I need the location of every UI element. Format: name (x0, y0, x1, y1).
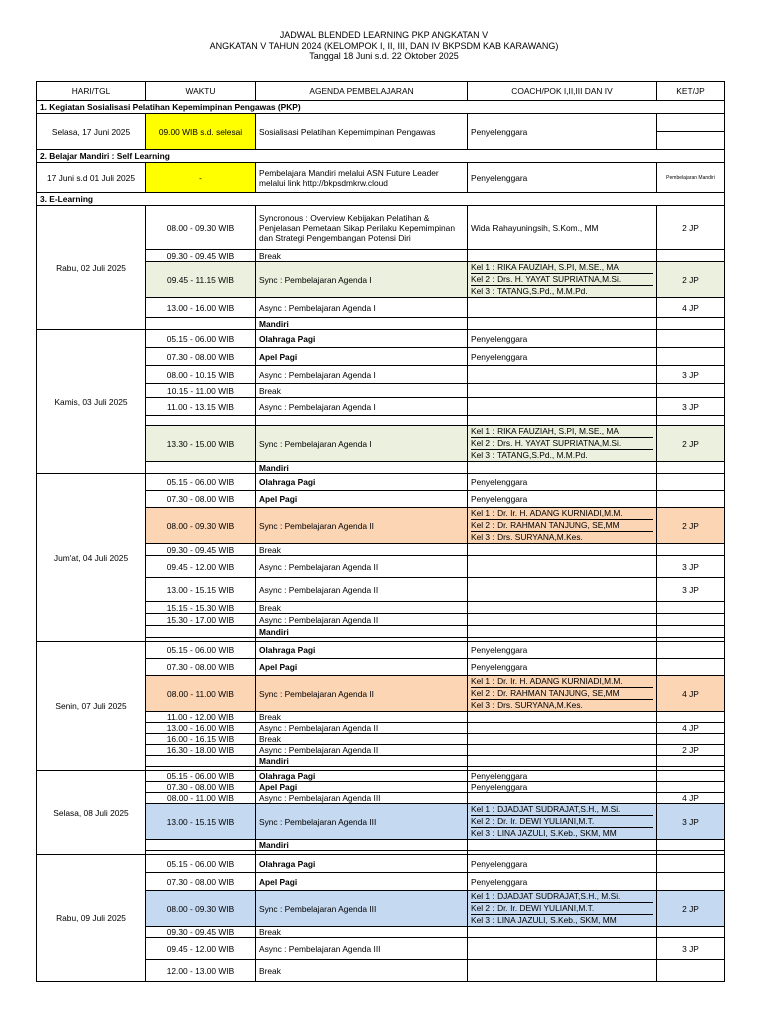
column-header: COACH/POK I,II,III DAN IV (468, 82, 657, 101)
ket-cell: Pembelajaran Mandiri (657, 163, 725, 193)
agenda-cell: Async : Pembelajaran Agenda II (256, 556, 468, 578)
time-cell: 15.30 - 17.00 WIB (146, 614, 256, 626)
time-cell: 13.30 - 15.00 WIB (146, 426, 256, 462)
agenda-cell: Async : Pembelajaran Agenda III (256, 793, 468, 804)
section-title: 1. Kegiatan Sosialisasi Pelatihan Kepemimpinan Pengawas (PKP) (37, 101, 725, 114)
ket-cell: 3 JP (657, 556, 725, 578)
coach-cell (468, 723, 657, 734)
time-cell: 13.00 - 15.15 WIB (146, 578, 256, 602)
agenda-cell: Mandiri (256, 462, 468, 474)
coach-cell (468, 734, 657, 745)
ket-cell (657, 960, 725, 982)
agenda-cell: Olahraga Pagi (256, 474, 468, 491)
time-cell: 05.15 - 06.00 WIB (146, 474, 256, 491)
coach-cell: Penyelenggara (468, 163, 657, 193)
coach-cell (468, 614, 657, 626)
coach-cell (468, 676, 657, 712)
ket-cell: 2 JP (657, 262, 725, 298)
time-cell: 16.00 - 16.15 WIB (146, 734, 256, 745)
section-title: 2. Belajar Mandiri : Self Learning (37, 150, 725, 163)
ket-cell (657, 771, 725, 782)
time-cell: 07.30 - 08.00 WIB (146, 782, 256, 793)
coach-cell (468, 712, 657, 723)
group-coach: Kel 2 : Dr. RAHMAN TANJUNG, SE,MM (471, 688, 653, 700)
coach-cell: Penyelenggara (468, 782, 657, 793)
ket-cell: 2 JP (657, 745, 725, 756)
ket-cell (657, 756, 725, 767)
table-row (37, 163, 725, 193)
header-subtitle: ANGKATAN V TAHUN 2024 (KELOMPOK I, II, III, DAN IV BKPSDM KAB KARAWANG) (209, 40, 559, 51)
time-cell: 08.00 - 09.30 WIB (146, 508, 256, 544)
document-header (0, 30, 768, 62)
ket-cell: 4 JP (657, 298, 725, 318)
date-cell: Jum'at, 04 Juli 2025 (37, 474, 146, 642)
column-header: HARI/TGL (37, 82, 146, 101)
coach-cell (468, 262, 657, 298)
time-cell (146, 626, 256, 638)
section-title: 3. E-Learning (37, 193, 725, 206)
time-cell: 07.30 - 08.00 WIB (146, 659, 256, 676)
section-row (37, 193, 725, 206)
column-header: WAKTU (146, 82, 256, 101)
coach-cell: Penyelenggara (468, 474, 657, 491)
time-cell: 09.30 - 09.45 WIB (146, 250, 256, 262)
coach-cell: Wida Rahayuningsih, S.Kom., MM (468, 206, 657, 250)
agenda-cell: Sosialisasi Pelatihan Kepemimpinan Pengawas (256, 114, 468, 150)
time-cell: 07.30 - 08.00 WIB (146, 491, 256, 508)
agenda-cell: Mandiri (256, 626, 468, 638)
date-cell: Senin, 07 Juli 2025 (37, 642, 146, 771)
column-header: KET/JP (657, 82, 725, 101)
ket-cell (657, 114, 725, 150)
ket-cell (657, 642, 725, 659)
coach-cell: Penyelenggara (468, 491, 657, 508)
coach-cell (468, 366, 657, 384)
ket-cell: 3 JP (657, 366, 725, 384)
coach-cell: Penyelenggara (468, 771, 657, 782)
group-coach: Kel 3 : Drs. SURYANA,M.Kes. (471, 700, 583, 710)
ket-cell (657, 348, 725, 366)
column-header: AGENDA PEMBELAJARAN (256, 82, 468, 101)
ket-cell (657, 873, 725, 891)
group-coach: Kel 1 : Dr. Ir. H. ADANG KURNIADI,M.M. (471, 508, 653, 520)
ket-cell (657, 384, 725, 398)
agenda-cell: Break (256, 544, 468, 556)
ket-cell (657, 782, 725, 793)
coach-cell (468, 756, 657, 767)
ket-cell: 3 JP (657, 578, 725, 602)
coach-cell: Penyelenggara (468, 855, 657, 873)
agenda-cell: Break (256, 960, 468, 982)
agenda-cell: Break (256, 734, 468, 745)
time-cell: 16.30 - 18.00 WIB (146, 745, 256, 756)
ket-cell: 3 JP (657, 938, 725, 960)
ket-cell (657, 927, 725, 938)
date-cell: Rabu, 02 Juli 2025 (37, 206, 146, 330)
agenda-cell: Mandiri (256, 756, 468, 767)
coach-cell (468, 578, 657, 602)
time-cell (146, 840, 256, 851)
ket-cell (657, 474, 725, 491)
coach-cell (468, 298, 657, 318)
agenda-cell: Sync : Pembelajaran Agenda III (256, 891, 468, 927)
time-cell: 09.00 WIB s.d. selesai (146, 114, 256, 150)
agenda-cell: Async : Pembelajaran Agenda I (256, 398, 468, 416)
group-coach: Kel 3 : TATANG,S.Pd., M.M.Pd. (471, 286, 588, 296)
ket-cell: 3 JP (657, 804, 725, 840)
ket-cell: 4 JP (657, 723, 725, 734)
time-cell: 10.15 - 11.00 WIB (146, 384, 256, 398)
time-cell: 11.00 - 13.15 WIB (146, 398, 256, 416)
coach-cell (468, 544, 657, 556)
date-cell: Kamis, 03 Juli 2025 (37, 330, 146, 474)
agenda-cell: Olahraga Pagi (256, 642, 468, 659)
ket-cell (657, 330, 725, 348)
header-title: JADWAL BLENDED LEARNING PKP ANGKATAN V (279, 30, 489, 40)
group-coach: Kel 1 : RIKA FAUZIAH, S.PI, M.SE., MA (471, 262, 653, 274)
coach-cell (468, 891, 657, 927)
coach-cell (468, 745, 657, 756)
time-cell: 09.45 - 12.00 WIB (146, 938, 256, 960)
time-cell (146, 416, 256, 426)
coach-cell (468, 508, 657, 544)
time-cell (146, 756, 256, 767)
section-row (37, 101, 725, 114)
date-cell: Rabu, 09 Juli 2025 (37, 855, 146, 982)
coach-cell (468, 416, 657, 426)
coach-cell (468, 462, 657, 474)
agenda-cell: Break (256, 927, 468, 938)
time-cell: 07.30 - 08.00 WIB (146, 873, 256, 891)
coach-cell: Penyelenggara (468, 330, 657, 348)
coach-cell (468, 384, 657, 398)
time-cell (146, 462, 256, 474)
time-cell: 05.15 - 06.00 WIB (146, 771, 256, 782)
agenda-cell: Async : Pembelajaran Agenda II (256, 723, 468, 734)
table-row (37, 771, 725, 782)
agenda-cell: Mandiri (256, 318, 468, 330)
time-cell: 05.15 - 06.00 WIB (146, 642, 256, 659)
time-cell: 08.00 - 09.30 WIB (146, 206, 256, 250)
time-cell: 05.15 - 06.00 WIB (146, 330, 256, 348)
group-coach: Kel 2 : Dr. RAHMAN TANJUNG, SE,MM (471, 520, 653, 532)
ket-cell (657, 462, 725, 474)
agenda-cell: Async : Pembelajaran Agenda I (256, 298, 468, 318)
coach-cell (468, 804, 657, 840)
agenda-cell: Syncronous : Overview Kebijakan Pelatihan & Penjelasan Pemetaan Sikap Perilaku Kepemimpinan dan Strategi Pengembangan Potensi Diri (256, 206, 468, 250)
time-cell: 08.00 - 11.00 WIB (146, 676, 256, 712)
agenda-cell: Break (256, 384, 468, 398)
table-row (37, 206, 725, 250)
coach-cell (468, 960, 657, 982)
time-cell: 08.00 - 11.00 WIB (146, 793, 256, 804)
group-coach: Kel 3 : LINA JAZULI, S.Keb., SKM, MM (471, 915, 617, 925)
table-row (37, 474, 725, 491)
agenda-cell: Sync : Pembelajaran Agenda II (256, 508, 468, 544)
coach-cell (468, 602, 657, 614)
agenda-cell: Apel Pagi (256, 659, 468, 676)
ket-cell: 2 JP (657, 426, 725, 462)
time-cell: 13.00 - 16.00 WIB (146, 298, 256, 318)
agenda-cell: Mandiri (256, 840, 468, 851)
coach-cell (468, 556, 657, 578)
ket-cell (657, 855, 725, 873)
ket-cell (657, 318, 725, 330)
time-cell: 08.00 - 10.15 WIB (146, 366, 256, 384)
agenda-cell: Async : Pembelajaran Agenda III (256, 938, 468, 960)
group-coach: Kel 2 : Drs. H. YAYAT SUPRIATNA,M.Si. (471, 438, 653, 450)
date-cell: Selasa, 17 Juni 2025 (37, 114, 146, 150)
ket-cell (657, 712, 725, 723)
coach-cell (468, 426, 657, 462)
agenda-cell: Async : Pembelajaran Agenda II (256, 745, 468, 756)
agenda-cell: Olahraga Pagi (256, 855, 468, 873)
ket-cell: 3 JP (657, 398, 725, 416)
agenda-cell: Apel Pagi (256, 348, 468, 366)
time-cell: 15.15 - 15.30 WIB (146, 602, 256, 614)
coach-cell (468, 250, 657, 262)
ket-cell (657, 544, 725, 556)
ket-cell (657, 416, 725, 426)
coach-cell (468, 398, 657, 416)
agenda-cell: Pembelajara Mandiri melalui ASN Future Leader melalui link http://bkpsdmkrw.cloud (256, 163, 468, 193)
coach-cell: Penyelenggara (468, 114, 657, 150)
time-cell (146, 318, 256, 330)
agenda-cell: Apel Pagi (256, 873, 468, 891)
agenda-cell: Apel Pagi (256, 782, 468, 793)
group-coach: Kel 1 : DJADJAT SUDRAJAT,S.H., M.Si. (471, 891, 653, 903)
time-cell: 12.00 - 13.00 WIB (146, 960, 256, 982)
ket-cell (657, 626, 725, 638)
ket-cell: 4 JP (657, 793, 725, 804)
table-header-row (37, 82, 725, 101)
agenda-cell (256, 416, 468, 426)
table-row (37, 855, 725, 873)
coach-cell (468, 927, 657, 938)
group-coach: Kel 2 : Dr. Ir. DEWI YULIANI,M.T. (471, 816, 653, 828)
group-coach: Kel 1 : DJADJAT SUDRAJAT,S.H., M.Si. (471, 804, 653, 816)
coach-cell (468, 938, 657, 960)
coach-cell (468, 840, 657, 851)
agenda-cell: Apel Pagi (256, 491, 468, 508)
ket-cell (657, 250, 725, 262)
coach-cell: Penyelenggara (468, 659, 657, 676)
agenda-cell: Async : Pembelajaran Agenda II (256, 614, 468, 626)
group-coach: Kel 3 : LINA JAZULI, S.Keb., SKM, MM (471, 828, 617, 838)
coach-cell (468, 793, 657, 804)
section-row (37, 150, 725, 163)
table-row (37, 114, 725, 150)
header-date-range: Tanggal 18 Juni s.d. 22 Oktober 2025 (309, 51, 459, 61)
group-coach: Kel 3 : TATANG,S.Pd., M.M.Pd. (471, 450, 588, 460)
time-cell: - (146, 163, 256, 193)
group-coach: Kel 2 : Dr. Ir. DEWI YULIANI,M.T. (471, 903, 653, 915)
time-cell: 11.00 - 12.00 WIB (146, 712, 256, 723)
time-cell: 09.45 - 12.00 WIB (146, 556, 256, 578)
table-row (37, 330, 725, 348)
date-cell: Selasa, 08 Juli 2025 (37, 771, 146, 855)
time-cell: 13.00 - 16.00 WIB (146, 723, 256, 734)
group-coach: Kel 1 : Dr. Ir. H. ADANG KURNIADI,M.M. (471, 676, 653, 688)
ket-cell: 2 JP (657, 891, 725, 927)
time-cell: 05.15 - 06.00 WIB (146, 855, 256, 873)
ket-cell (657, 734, 725, 745)
coach-cell: Penyelenggara (468, 873, 657, 891)
time-cell: 08.00 - 09.30 WIB (146, 891, 256, 927)
time-cell: 07.30 - 08.00 WIB (146, 348, 256, 366)
ket-cell (657, 491, 725, 508)
time-cell: 09.45 - 11.15 WIB (146, 262, 256, 298)
agenda-cell: Sync : Pembelajaran Agenda III (256, 804, 468, 840)
ket-cell (657, 659, 725, 676)
agenda-cell: Break (256, 250, 468, 262)
time-cell: 09.30 - 09.45 WIB (146, 544, 256, 556)
time-cell: 09.30 - 09.45 WIB (146, 927, 256, 938)
ket-cell (657, 602, 725, 614)
date-cell: 17 Juni s.d 01 Juli 2025 (37, 163, 146, 193)
agenda-cell: Async : Pembelajaran Agenda I (256, 366, 468, 384)
group-coach: Kel 3 : Drs. SURYANA,M.Kes. (471, 532, 583, 542)
table-row (37, 642, 725, 659)
agenda-cell: Sync : Pembelajaran Agenda I (256, 426, 468, 462)
agenda-cell: Sync : Pembelajaran Agenda I (256, 262, 468, 298)
schedule-table (36, 81, 725, 982)
ket-cell: 2 JP (657, 508, 725, 544)
group-coach: Kel 1 : RIKA FAUZIAH, S.PI, M.SE., MA (471, 426, 653, 438)
agenda-cell: Olahraga Pagi (256, 330, 468, 348)
agenda-cell: Break (256, 602, 468, 614)
ket-cell (657, 840, 725, 851)
coach-cell (468, 626, 657, 638)
time-cell: 13.00 - 15.15 WIB (146, 804, 256, 840)
ket-cell: 4 JP (657, 676, 725, 712)
agenda-cell: Break (256, 712, 468, 723)
agenda-cell: Olahraga Pagi (256, 771, 468, 782)
coach-cell: Penyelenggara (468, 642, 657, 659)
agenda-cell: Async : Pembelajaran Agenda II (256, 578, 468, 602)
group-coach: Kel 2 : Drs. H. YAYAT SUPRIATNA,M.Si. (471, 274, 653, 286)
coach-cell: Penyelenggara (468, 348, 657, 366)
coach-cell (468, 318, 657, 330)
ket-cell (657, 614, 725, 626)
agenda-cell: Sync : Pembelajaran Agenda II (256, 676, 468, 712)
ket-cell: 2 JP (657, 206, 725, 250)
